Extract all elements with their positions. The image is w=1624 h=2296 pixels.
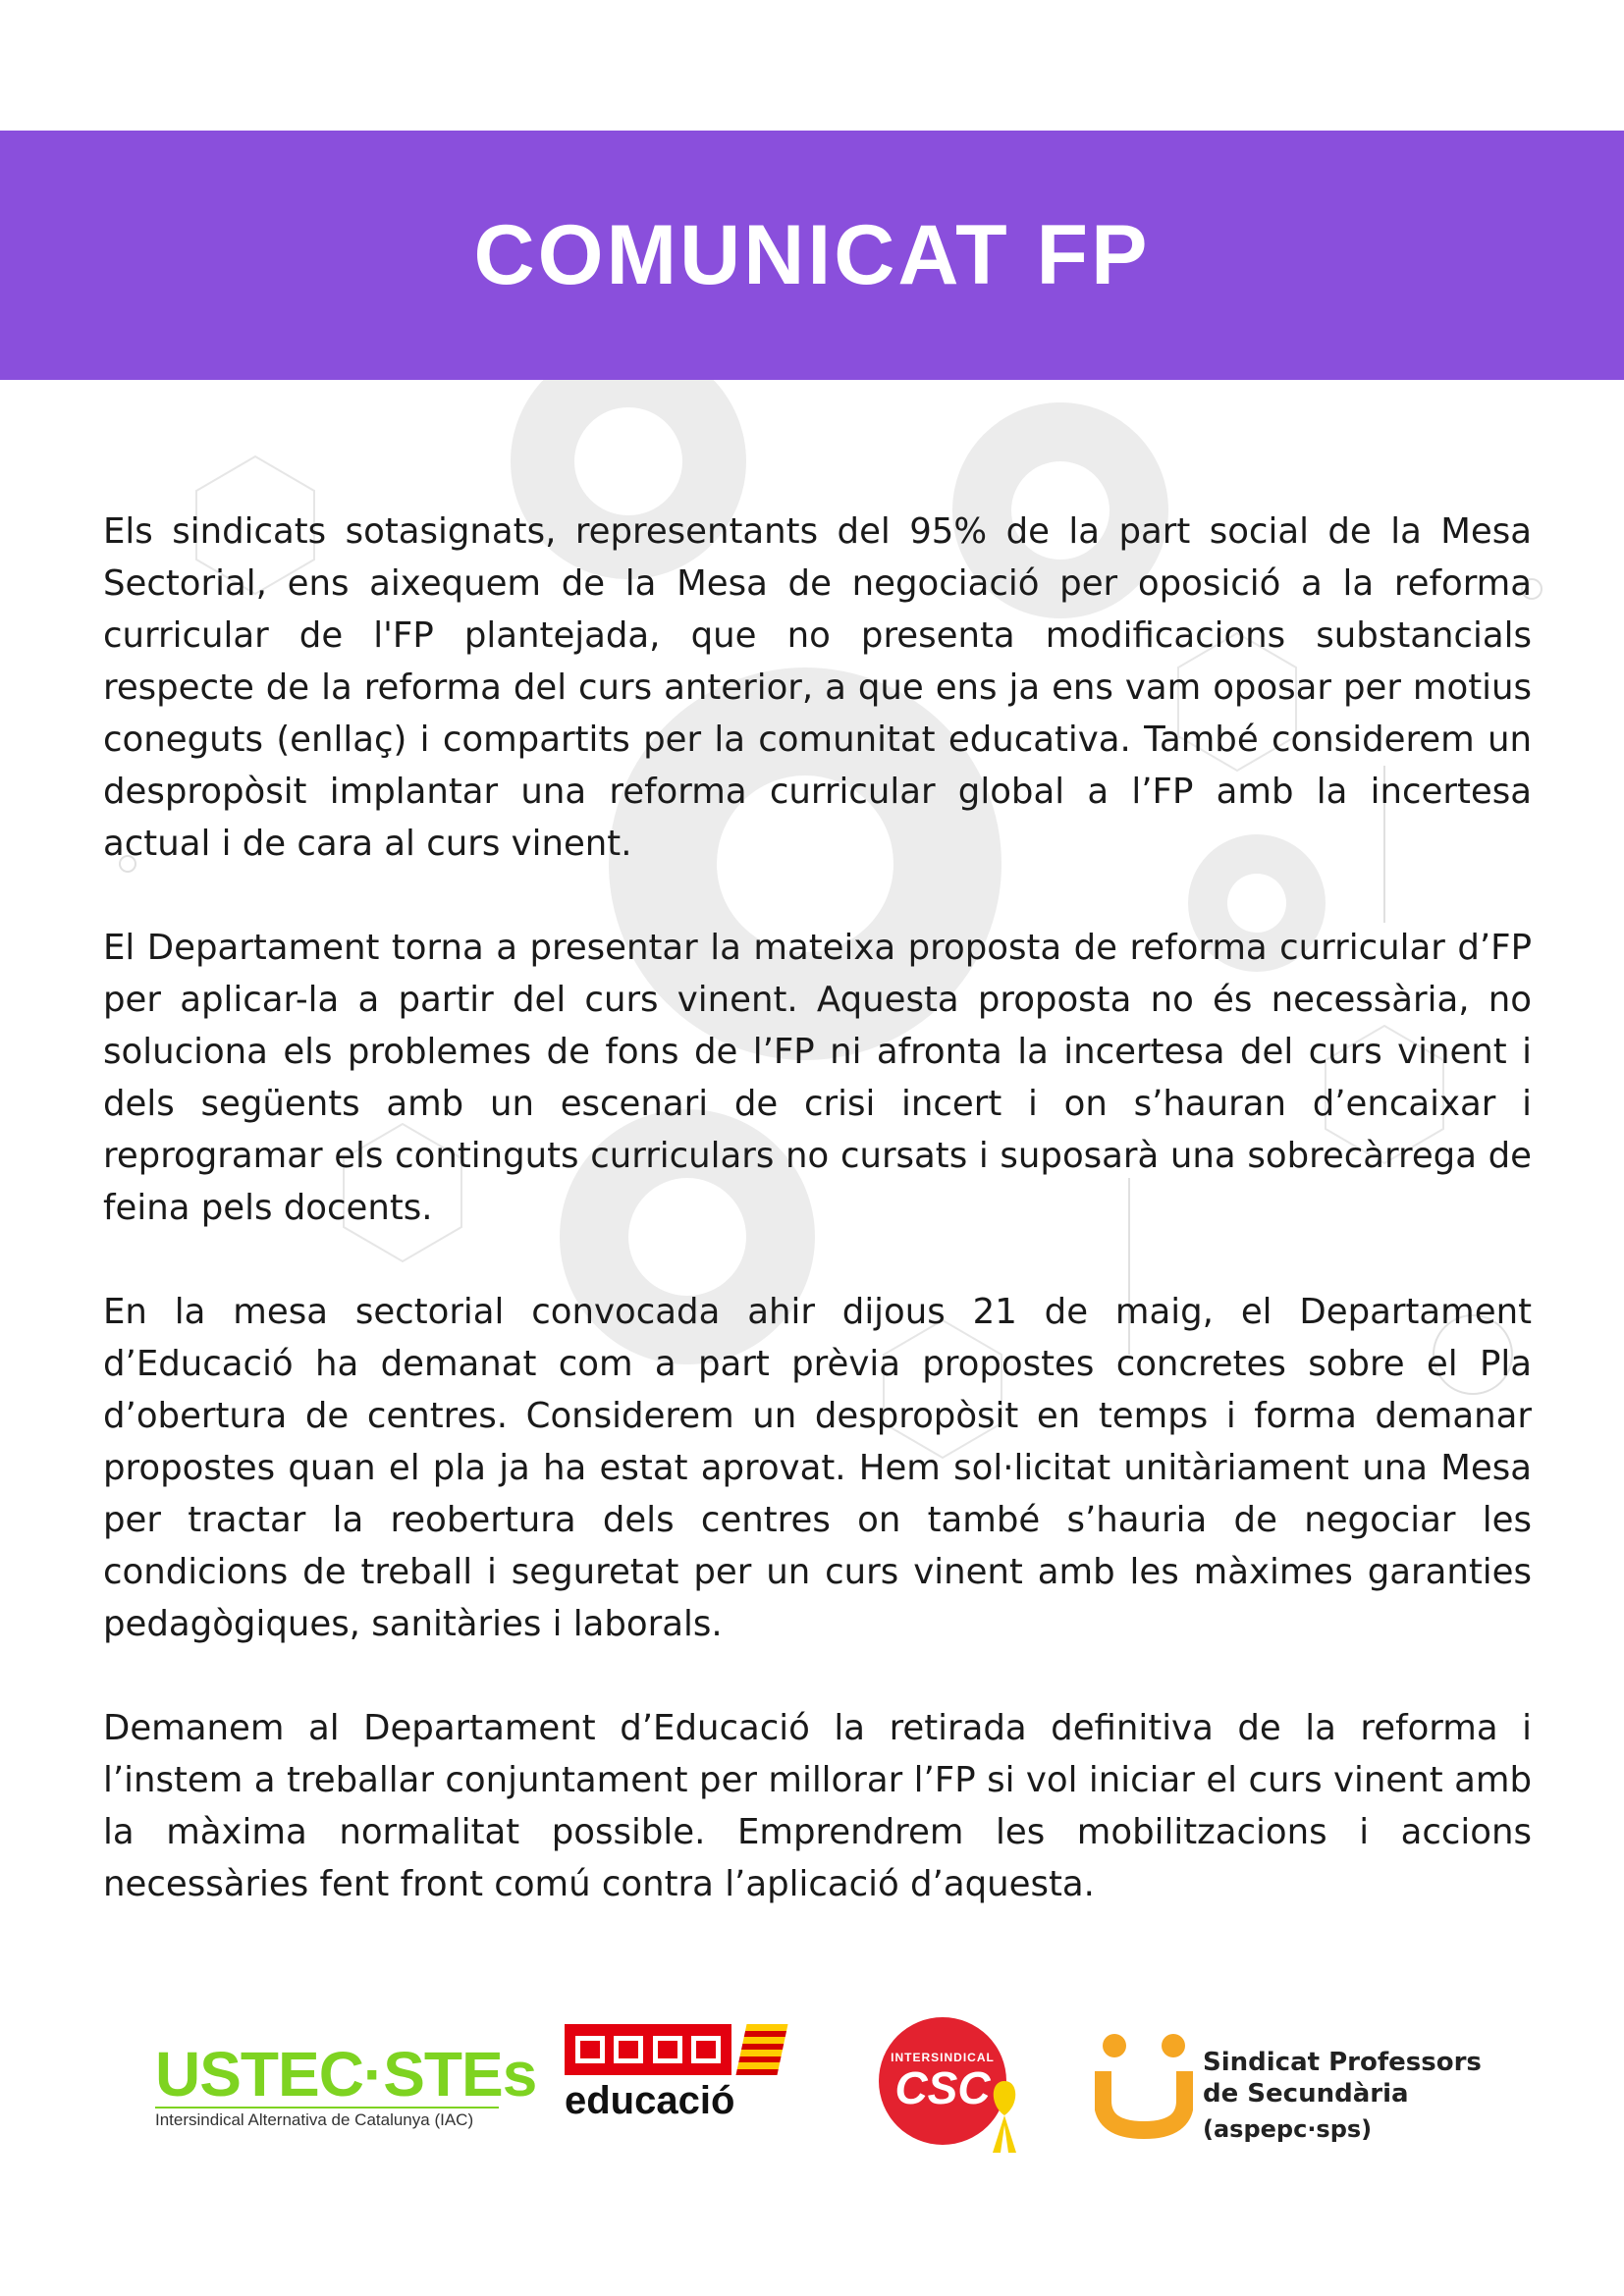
header-banner <box>0 131 1624 380</box>
sps-emblem-icon <box>1095 2032 1193 2140</box>
ccoo-label: educació <box>565 2079 735 2122</box>
yellow-ribbon-icon <box>985 2076 1024 2155</box>
ccoo-mark <box>565 2024 800 2075</box>
sps-line-2: de Secundària <box>1203 2079 1409 2109</box>
csc-top-text: INTERSINDICAL <box>891 2051 995 2064</box>
paragraph-3: En la mesa sectorial convocada ahir dijous 21 de maig, el Departament d’Educació ha demanat com a part prèvia propostes concretes sobre el Pla d’obertura de centres. Considerem un despropòsit en temps i forma demanar propostes quan el pla ja ha estat aprovat. Hem sol·licitat unitàriament una Mesa per tractar la reobertura dels centres on també s’hauria de negociar les condicions de treball i seguretat per un curs vinent amb les màximes garanties pedagògiques, sanitàries i laborals. <box>103 1292 1532 1644</box>
paragraph-1: Els sindicats sotasignats, representants del 95% de la part social de la Mesa Sectorial, ens aixequem de la Mesa de negociació per oposició a la reforma curricular de l'FP plantejada, que no presenta modificacions substancials respecte de la reforma del curs anterior, a que ens ja ens vam oposar per motius coneguts (enllaç) i compartits per la comunitat educativa. També considerem un despropòsit implantar una reforma curricular global a l’FP amb la incertesa actual i de cara al curs vinent. <box>103 511 1532 864</box>
ccoo-boxes <box>565 2024 731 2075</box>
ustec-name: USTEC·STEs <box>155 2039 537 2109</box>
sps-text <box>1203 2047 1482 2149</box>
sps-line-1: Sindicat Professors <box>1203 2048 1482 2077</box>
communique-body <box>103 506 1532 1962</box>
ustec-stes-logo <box>155 2039 537 2130</box>
paragraph-2: El Departament torna a presentar la mateixa proposta de reforma curricular d’FP per aplicar-la a partir del curs vinent. Aquesta proposta no és necessària, no soluciona els problemes de fons de l’FP ni afronta la incertesa del curs vinent i dels següents amb un escenari de crisi incert i on s’hauran d’encaixar i reprogramar els continguts curriculars no cursats i suposarà una sobrecàrrega de feina pels docents. <box>103 928 1532 1228</box>
csc-main-text: CSC <box>894 2062 991 2113</box>
ccoo-educacio-logo <box>565 2024 800 2123</box>
intersindical-csc-logo <box>879 2017 1026 2164</box>
paragraph-4: Demanem al Departament d’Educació la retirada definitiva de la reforma i l’instem a treballar conjuntament per millorar l’FP si vol iniciar el curs vinent amb la màxima normalitat possible. Emprendrem les mobilitzacions i accions necessàries fent front comú contra l’aplicació d’aquesta. <box>103 1708 1532 1904</box>
catalan-flag-icon <box>735 2024 787 2075</box>
ustec-subtitle: Intersindical Alternativa de Catalunya (IAC) <box>155 2107 499 2130</box>
sps-line-3: (aspepc·sps) <box>1203 2115 1373 2143</box>
page-title: COMUNICAT FP <box>473 207 1151 302</box>
union-logos <box>0 2002 1624 2160</box>
sps-logo <box>1095 2022 1482 2160</box>
